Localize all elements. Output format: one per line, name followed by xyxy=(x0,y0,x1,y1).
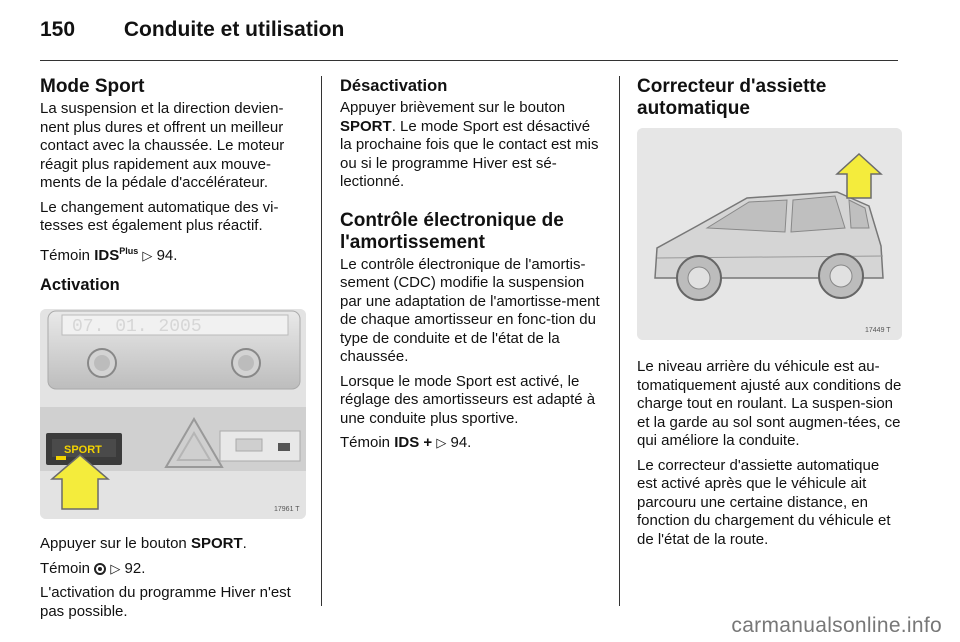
paragraph: Le niveau arrière du véhicule est au-tomatiquement ajusté aux conditions de charge tout en roulant. La suspen-sion et la garde au sol sont augmen-tées, ce qui améliore la conduite. xyxy=(637,358,902,449)
subheading-activation: Activation xyxy=(40,276,120,294)
figure-car-level xyxy=(637,128,902,340)
section-heading-mode-sport: Mode Sport xyxy=(40,76,145,97)
section-heading-correcteur: Correcteur d'assiette automatique xyxy=(637,76,827,119)
column-deactivation xyxy=(340,76,604,459)
column-mode-sport xyxy=(40,76,306,627)
header-rule xyxy=(40,60,898,61)
watermark: carmanualsonline.info xyxy=(731,614,942,637)
display-date: 07. 01. 2005 xyxy=(72,317,202,337)
figure-sport-button xyxy=(40,309,306,519)
page-ref-icon: ▷ xyxy=(142,247,153,263)
indicator-reference: Témoin IDS + ▷ 94. xyxy=(340,434,472,451)
page-ref-icon: ▷ xyxy=(110,560,121,576)
paragraph: Le changement automatique des vi-tesses est également plus réactif. xyxy=(40,198,279,234)
figure-code: 17961 T xyxy=(274,506,300,513)
paragraph: Le correcteur d'assiette automatique est activé après que le véhicule ait parcouru une certaine distance, en fonction du chargement du véhicule et de l'état de la route. xyxy=(637,456,891,548)
indicator-reference: Témoin $IDS^{Plus}$ ▷ 94. xyxy=(40,245,178,264)
car-illustration xyxy=(637,128,902,340)
paragraph: La suspension et la direction devien-nent plus dures et offrent un meilleur contact avec la chaussée. Le moteur réagit plus rapidement aux mouve-ments de la pédale d'accélérateur. xyxy=(40,100,285,191)
sport-button-illustration xyxy=(40,309,306,519)
column-divider-1 xyxy=(321,76,322,606)
page-ref-icon: ▷ xyxy=(436,435,447,450)
paragraph: Lorsque le mode Sport est activé, le réglage des amortisseurs est adapté à une conduite plus sportive. xyxy=(340,372,596,427)
activation-instruction: Appuyer sur le bouton SPORT. xyxy=(40,535,247,552)
section-heading-cdc: Contrôle électronique de l'amortissement xyxy=(340,209,564,253)
paragraph: Le contrôle électronique de l'amortis-sement (CDC) modifie la suspension par une adaptation de l'amortisse-ment de chaque amortisseur en fonc-tion du type de conduite et de l'état de la chaussée. xyxy=(340,255,600,365)
page-number: 150 xyxy=(40,18,76,41)
subheading-desactivation: Désactivation xyxy=(340,77,448,95)
sport-mode-icon xyxy=(94,563,106,575)
page-title: Conduite et utilisation xyxy=(123,18,345,41)
page-header xyxy=(40,18,344,42)
indicator-reference: Témoin ▷ 92. xyxy=(40,559,146,577)
paragraph: L'activation du programme Hiver n'est pas possible. xyxy=(40,584,291,620)
column-divider-2 xyxy=(619,76,620,606)
deactivation-instruction: Appuyer brièvement sur le bouton SPORT. Le mode Sport est désactivé la prochaine fois que le contact est mis ou si le programme Hiver est sé-lectionné. xyxy=(340,99,599,190)
sport-label: SPORT xyxy=(64,444,102,456)
column-level-control xyxy=(637,76,902,555)
figure-code: 17449 T xyxy=(865,327,891,334)
